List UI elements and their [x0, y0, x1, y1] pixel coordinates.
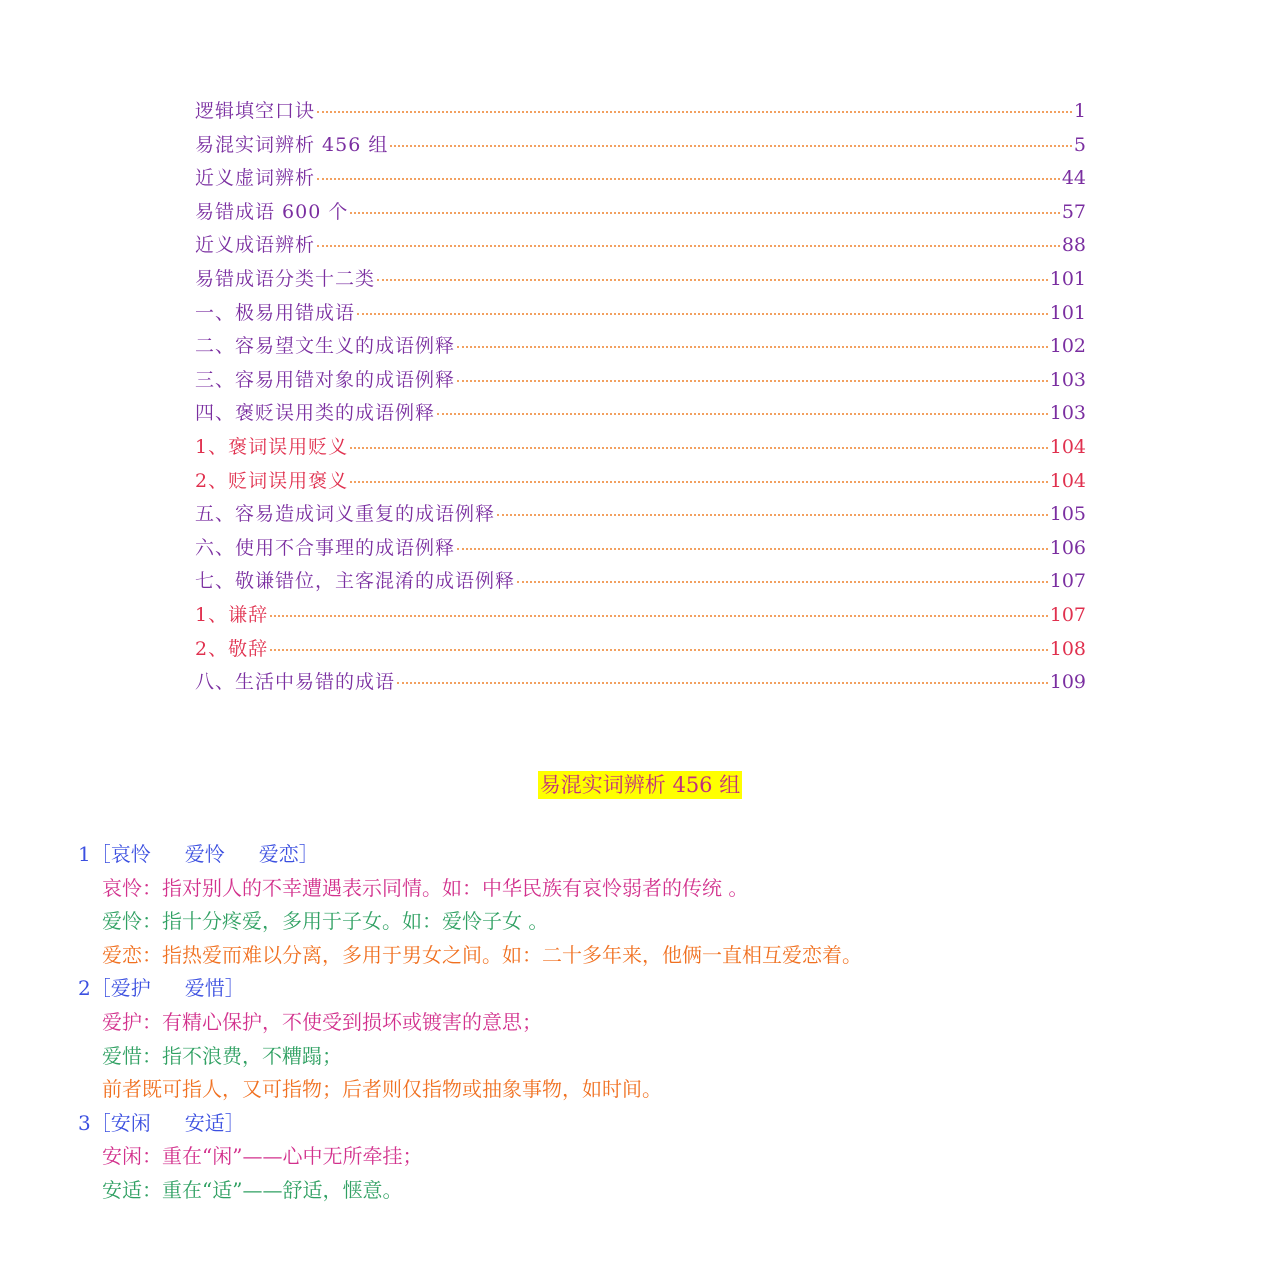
toc-entry[interactable]: [195, 499, 1086, 533]
toc-entry-label: 逻辑填空口诀: [195, 100, 316, 122]
toc-leader-dots: [397, 682, 1048, 684]
toc-entry[interactable]: [195, 533, 1086, 567]
definition-line: 爱护：有精心保护，不使受到损坏或镀害的意思；: [102, 1009, 542, 1034]
section-title-wrap: [0, 769, 1280, 799]
toc-entry[interactable]: [195, 634, 1086, 668]
toc-entry-label: 五、容易造成词义重复的成语例释: [195, 503, 496, 526]
toc-entry-label: 六、使用不合事理的成语例释: [195, 536, 456, 559]
toc-leader-dots: [457, 380, 1048, 382]
toc-entry-page: 105: [1049, 503, 1086, 526]
toc-entry-page: 44: [1061, 167, 1086, 190]
toc-leader-dots: [350, 447, 1048, 449]
toc-entry-page: 5: [1073, 133, 1086, 156]
toc-leader-dots: [317, 111, 1072, 113]
heading-word: 3［安闲: [78, 1110, 151, 1135]
toc-entry[interactable]: [195, 398, 1086, 432]
toc-entry-label: 1、褒词误用贬义: [195, 435, 349, 458]
heading-word: 2［爱护: [78, 976, 151, 1001]
toc-entry[interactable]: [195, 264, 1086, 298]
heading-word: 爱怜: [184, 842, 225, 866]
toc-entry-label: 七、敬谦错位，主客混淆的成语例释: [195, 570, 516, 593]
toc-entry-page: 101: [1049, 301, 1086, 324]
toc-leader-dots: [350, 212, 1059, 214]
toc-entry-label: 近义成语辨析: [195, 234, 316, 257]
toc-entry-page: 108: [1049, 637, 1086, 660]
toc-entry-label: 三、容易用错对象的成语例释: [195, 368, 456, 391]
toc-entry-page: 109: [1049, 671, 1086, 694]
toc-entry-page: 107: [1049, 570, 1086, 593]
toc-entry[interactable]: [195, 298, 1086, 332]
heading-word: 1［哀怜: [78, 842, 151, 866]
toc-entry[interactable]: [195, 96, 1086, 130]
definition-line: 爱恋：指热爱而难以分离，多用于男女之间。如：二十多年来，他俩一直相互爱恋着。: [102, 942, 862, 967]
toc-entry-page: 57: [1061, 200, 1086, 223]
toc-entry[interactable]: [195, 130, 1086, 164]
toc-leader-dots: [517, 581, 1048, 583]
toc-entry[interactable]: [195, 466, 1086, 500]
heading-word: 爱惜］: [184, 976, 245, 1001]
toc-entry-label: 2、贬词误用褒义: [195, 469, 349, 492]
toc-entry-label: 2、敬辞: [195, 637, 269, 660]
group-heading: [78, 972, 862, 1006]
section-title: 易混实词辨析 456 组: [539, 773, 741, 797]
toc-entry-label: 易错成语 600 个: [195, 200, 349, 223]
toc-entry-label: 易错成语分类十二类: [195, 267, 376, 290]
toc-entry[interactable]: [195, 230, 1086, 264]
toc-entry[interactable]: [195, 432, 1086, 466]
toc-entry[interactable]: [195, 667, 1086, 701]
toc-leader-dots: [377, 279, 1048, 281]
definition-line: 前者既可指人，又可指物；后者则仅指物或抽象事物，如时间。: [102, 1077, 662, 1102]
group-heading: [78, 1107, 862, 1141]
definition-line: 爱惜：指不浪费，不糟蹋；: [102, 1043, 342, 1068]
toc-entry-page: 1: [1073, 100, 1086, 122]
toc-entry-page: 106: [1049, 536, 1086, 559]
toc-entry-page: 88: [1061, 234, 1086, 257]
toc-entry-label: 1、谦辞: [195, 603, 269, 626]
toc-leader-dots: [317, 178, 1060, 180]
toc-entry-label: 易混实词辨析 456 组: [195, 133, 389, 156]
group-heading: [78, 838, 862, 872]
toc-entry-label: 近义虚词辨析: [195, 167, 316, 190]
definition-line: 爱怜：指十分疼爱，多用于子女。如：爱怜子女 。: [102, 909, 549, 934]
toc-entry[interactable]: [195, 365, 1086, 399]
toc-entry-page: 107: [1049, 603, 1086, 626]
document-body: [78, 838, 862, 1208]
toc-entry-page: 104: [1049, 469, 1086, 492]
toc-entry-label: 二、容易望文生义的成语例释: [195, 335, 456, 358]
definition-line: 哀怜：指对别人的不幸遭遇表示同情。如：中华民族有哀怜弱者的传统 。: [102, 875, 749, 900]
definition-line: 安闲：重在“闲”——心中无所牵挂；: [102, 1144, 423, 1169]
toc-entry[interactable]: [195, 600, 1086, 634]
toc-leader-dots: [317, 245, 1060, 247]
toc-leader-dots: [270, 649, 1048, 651]
toc-entry-label: 八、生活中易错的成语: [195, 671, 396, 694]
toc-entry-page: 103: [1049, 368, 1086, 391]
toc-entry-page: 102: [1049, 335, 1086, 358]
toc-leader-dots: [437, 413, 1048, 415]
toc-leader-dots: [497, 514, 1048, 516]
toc-entry[interactable]: [195, 197, 1086, 231]
definition-line: 安适：重在“适”——舒适，惬意。: [102, 1177, 403, 1202]
toc-entry[interactable]: [195, 566, 1086, 600]
heading-word: 爱恋］: [258, 842, 319, 866]
toc-entry[interactable]: [195, 331, 1086, 365]
toc-entry[interactable]: [195, 163, 1086, 197]
toc-entry-label: 四、褒贬误用类的成语例释: [195, 402, 436, 425]
toc-leader-dots: [357, 313, 1048, 315]
toc-leader-dots: [270, 615, 1048, 617]
toc-entry-page: 104: [1049, 435, 1086, 458]
toc-entry-page: 101: [1049, 267, 1086, 290]
heading-word: 安适］: [184, 1110, 245, 1135]
toc-entry-page: 103: [1049, 402, 1086, 425]
toc-leader-dots: [457, 346, 1048, 348]
toc-entry-label: 一、极易用错成语: [195, 301, 356, 324]
table-of-contents: [195, 96, 1086, 701]
toc-leader-dots: [350, 481, 1048, 483]
toc-leader-dots: [390, 145, 1072, 147]
toc-leader-dots: [457, 548, 1048, 550]
